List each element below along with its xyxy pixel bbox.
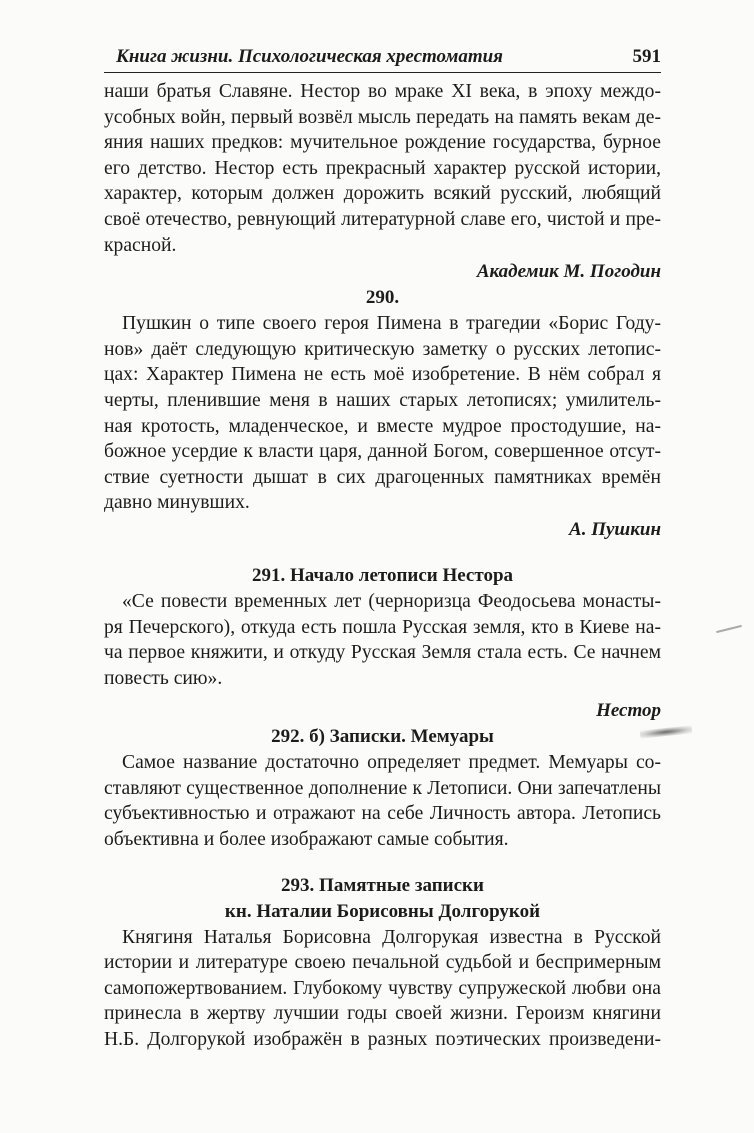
text-line: усобных войн, первый возвёл мысль передать на память векам де- [104,106,661,128]
text-line: «Се повести временных лет (черноризца Феодосьева монасты- [122,590,661,612]
page-number: 591 [632,46,661,67]
section-heading-291: 291. Начало летописи Нестора [251,564,514,586]
paragraph-290 [104,311,661,516]
book-page [104,42,661,1053]
section-heading-290: 290. [365,287,400,309]
text-line: Княгиня Наталья Борисовна Долгорукая известна в Русской [122,926,661,948]
text-line: наши братья Славяне. Нестор во мраке XI века, в эпоху междо- [104,81,661,102]
text-line: ря Печерского), откуда есть пошла Русская земля, кто в Киеве на- [104,616,661,638]
paragraph-293 [104,925,661,1053]
text-line: истории и литературе своею печальной судьбой и беспримерным [104,952,661,974]
spacer [104,853,661,873]
text-line: принесла в жертву лучшии годы своей жизни. Героизм княгини [104,1003,661,1025]
paragraph-292 [104,750,661,852]
section-heading-293: 293. Памятные записки [281,874,484,896]
text-line: ча первое княжити, и откуду Русская Земля стала есть. Се начнем [104,642,661,664]
section-heading-292: 292. б) Записки. Мемуары [271,726,494,748]
text-line: Самое название достаточно определяет предмет. Мемуары со- [122,752,661,774]
paragraph-291 [104,589,661,691]
text-line: ствие суетности дышат в сих драгоценных памятниках времён [104,466,661,488]
text-line: нов» даёт следующую критическую заметку о русских летопис- [104,338,661,360]
spacer [104,543,661,563]
text-line: Н.Б. Долгорукой изображён в разных поэтических произведени- [104,1029,661,1051]
book-title: Книга жизни. Психологическая хрестоматия [116,46,503,67]
text-line: цах: Характер Пимена не есть моё изобретение. В нём собрал я [104,364,661,386]
text-line: своё отечество, ревнующий литературной славе его, чистой и пре- [104,208,661,230]
text-line: черты, пленившие меня в наших старых летописях; умилитель- [104,389,661,411]
signature-pushkin: А. Пушкин [569,518,661,540]
header-rule [104,72,661,73]
scan-artifact-mark [716,625,742,633]
signature-pogodin: Академик М. Погодин [476,261,661,283]
text-line: его детство. Нестор есть прекрасный характер русской истории, [104,157,661,179]
text-line: давно минувших. [104,492,250,514]
text-line: Пушкин о типе своего героя Пимена в трагедии «Борис Году- [122,313,661,335]
text-line: субъективностью и отражают на себе Личность автора. Летопись [104,803,661,825]
text-line: красной. [104,234,177,256]
text-line: божное усердие к власти царя, данной Богом, совершенное отсут- [104,441,661,463]
text-line: ная кротость, младенческое, и вместе мудрое простодушие, на- [104,415,661,437]
signature-nestor: Нестор [596,700,661,722]
text-line: яния наших предков: мучительное рождение государства, бурное [104,132,661,154]
running-header [104,42,661,72]
text-line: ставляют существенное дополнение к Летописи. Они запечатлены [104,777,661,799]
text-line: характер, которым должен дорожить всякий русский, любящий [104,183,661,205]
text-line: объективна и более изображают самые события. [104,829,509,851]
paragraph-continuation [104,79,661,258]
text-line: самопожертвованием. Глубокому чувству супружеской любви она [104,977,661,999]
text-line: повесть сию». [104,667,223,689]
section-subheading-293: кн. Наталии Борисовны Долгорукой [224,900,541,922]
